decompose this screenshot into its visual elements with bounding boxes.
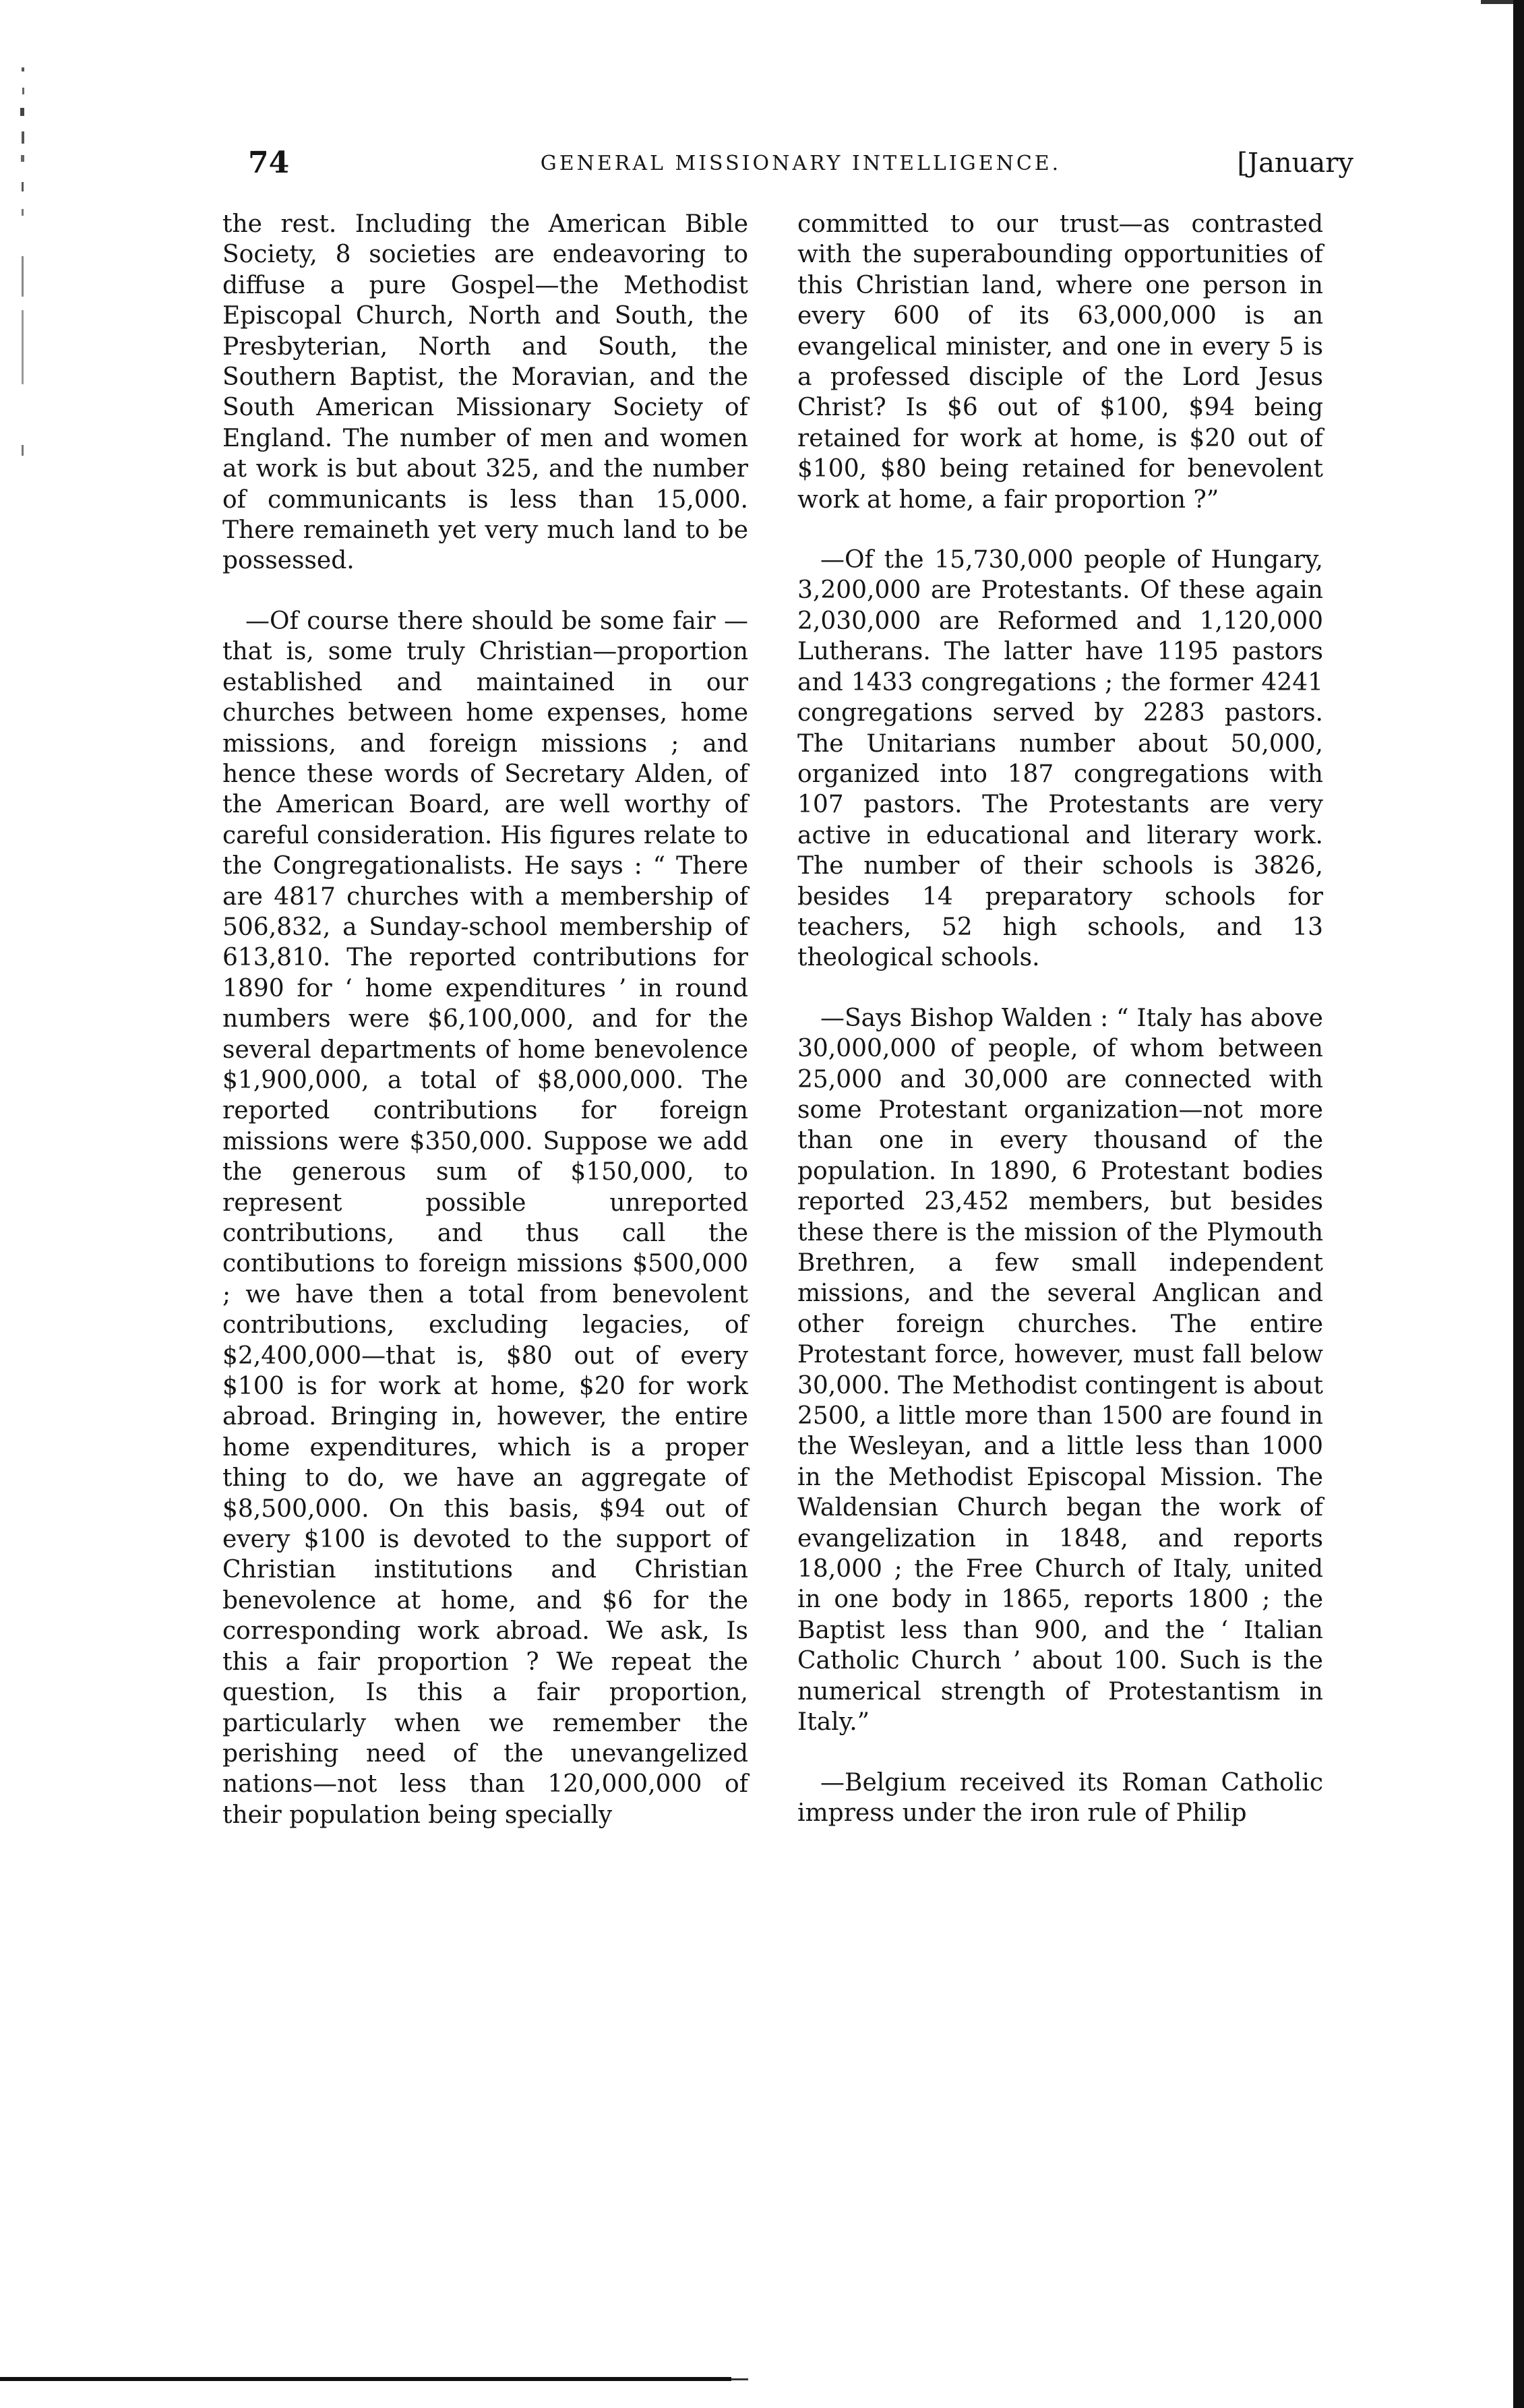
running-title: GENERAL MISSIONARY INTELLIGENCE. xyxy=(540,152,1062,175)
scan-margin-specks xyxy=(13,67,34,485)
left-paragraph-1: the rest. Including the American Bible Society, 8 societies are endeavoring to diffuse a pure Gospel—the Methodist Episcopal Church, North and South, the Presbyterian, North and South, the Southern Baptist, the Moravian, and the South American Missionary Society of England. The number of men and women at work is but about 325, and the number of communicants is less than 15,000. There remaineth yet very much land to be possessed. xyxy=(222,210,748,575)
left-column xyxy=(222,209,748,1830)
scan-binding-edge xyxy=(1513,0,1524,2408)
right-paragraph-1: committed to our trust—as contrasted with the superabounding opportunities of this Christian land, where one person in every 600 of its 63,000,000 is an evangelical minister, and one in every 5 is a professed disciple of the Lord Jesus Christ? Is $6 out of $100, $94 being retained for work at home, is $20 out of $100, $80 being retained for benevolent work at home, a fair proportion ?” xyxy=(797,210,1323,514)
right-column xyxy=(797,209,1323,1828)
running-head xyxy=(248,143,1353,183)
scan-bottom-edge-tail xyxy=(731,2378,748,2380)
scan-binding-edge-top xyxy=(1481,0,1513,61)
right-paragraph-2: —Of the 15,730,000 people of Hungary, 3,200,000 are Protestants. Of these again 2,030,000 are Reformed and 1,120,000 Lutherans. The latter have 1195 pastors and 1433 congregations ; the former 4241 congregations served by 2283 pastors. The Unitarians number about 50,000, organized into 187 congregations with 107 pastors. The Protestants are very active in educational and literary work. The number of their schools is 3826, besides 14 preparatory schools for teachers, 52 high schools, and 13 theological schools. xyxy=(797,546,1323,972)
scan-bottom-edge xyxy=(0,2377,731,2381)
right-paragraph-4: —Belgium received its Roman Catholic impress under the iron rule of Philip xyxy=(797,1768,1323,1827)
right-paragraph-3: —Says Bishop Walden : “ Italy has above 30,000,000 of people, of whom between 25,000 and 30,000 are connected with some Protestant organization—not more than one in every thousand of the population. In 1890, 6 Protestant bodies reported 23,452 members, but besides these there is the mission of the Plymouth Brethren, a few small independent missions, and the several Anglican and other foreign churches. The entire Protestant force, however, must fall below 30,000. The Methodist contingent is about 2500, a little more than 1500 are found in the Wesleyan, and a little less than 1000 in the Methodist Episcopal Mission. The Waldensian Church began the work of evangelization in 1848, and reports 18,000 ; the Free Church of Italy, united in one body in 1865, reports 1800 ; the Baptist less than 900, and the ‘ Italian Catholic Church ’ about 100. Such is the numerical strength of Protestantism in Italy.” xyxy=(797,1004,1323,1737)
left-paragraph-2: —Of course there should be some fair —that is, some truly Christian—proportion established and maintained in our churches between home expenses, home missions, and foreign missions ; and hence these words of Secretary Alden, of the American Board, are well worthy of careful consideration. His figures relate to the Congregationalists. He says : “ There are 4817 churches with a membership of 506,832, a Sunday-school membership of 613,810. The reported contributions for 1890 for ‘ home expenditures ’ in round numbers were $6,100,000, and for the several departments of home benevolence $1,900,000, a total of $8,000,000. The reported contributions for foreign missions were $350,000. Suppose we add the generous sum of $150,000, to represent possible unreported contributions, and thus call the contibutions to foreign missions $500,000 ; we have then a total from benevolent contributions, excluding legacies, of $2,400,000—that is, $80 out of every $100 is for work at home, $20 for work abroad. Bringing in, however, the entire home expenditures, which is a proper thing to do, we have an aggregate of $8,500,000. On this basis, $94 out of every $100 is devoted to the support of Christian institutions and Christian benevolence at home, and $6 for the corresponding work abroad. We ask, Is this a fair proportion ? We repeat the question, Is this a fair proportion, particularly when we remember the perishing need of the unevangelized nations—not less than 120,000,000 of their population being specially xyxy=(222,607,748,1829)
page-number: 74 xyxy=(248,146,290,180)
running-month: [January xyxy=(1237,148,1353,179)
